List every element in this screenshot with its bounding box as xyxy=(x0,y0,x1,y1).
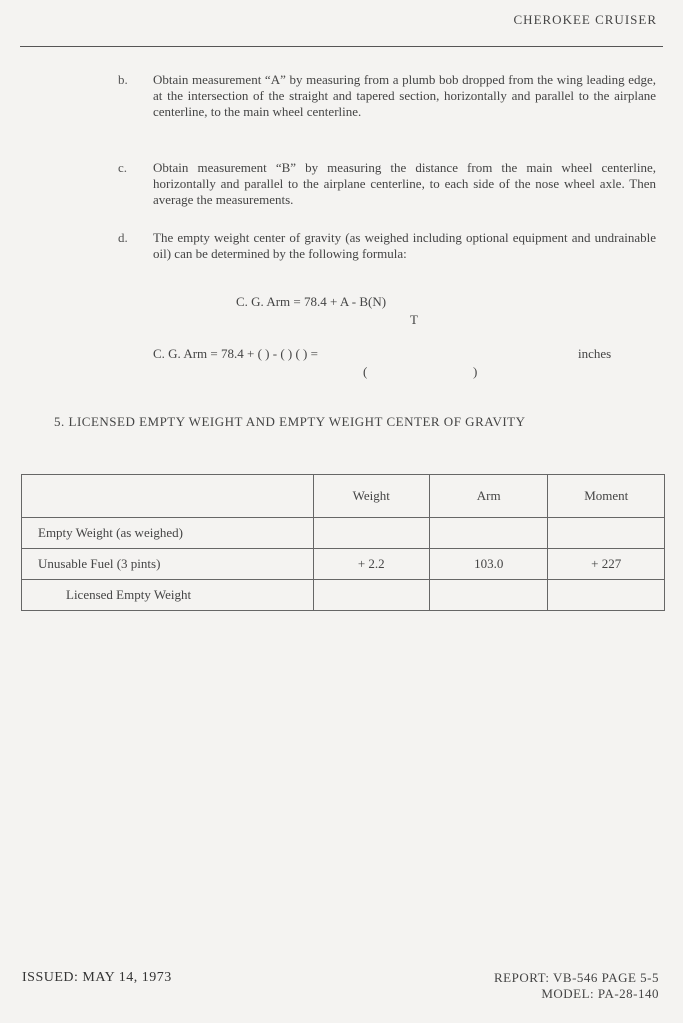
table-row xyxy=(22,580,665,611)
table-row xyxy=(22,549,665,580)
table-header-weight: Weight xyxy=(313,475,429,518)
cell-weight xyxy=(313,580,429,611)
cell-arm xyxy=(430,518,548,549)
section-heading: 5. LICENSED EMPTY WEIGHT AND EMPTY WEIGHT CENTER OF GRAVITY xyxy=(54,414,526,429)
table-header-arm: Arm xyxy=(430,475,548,518)
table-header-moment: Moment xyxy=(548,475,665,518)
cg-formula-unit: inches xyxy=(578,346,612,361)
cg-formula: C. G. Arm = 78.4 + A - B(N) xyxy=(236,294,387,309)
step-text: The empty weight center of gravity (as weighed including optional equipment and undrainable oil) can be determined by the following formula: xyxy=(153,230,656,261)
weight-balance-table xyxy=(21,474,665,611)
step-text: Obtain measurement “A” by measuring from a plumb bob dropped from the wing leading edge, at the intersection of the straight and tapered section, horizontally and parallel to the airplane centerline, to the main wheel centerline. xyxy=(153,72,656,119)
cell-arm xyxy=(430,580,548,611)
cell-arm: 103.0 xyxy=(430,549,548,580)
cg-formula-open-paren: ( xyxy=(363,364,368,379)
issued-date: ISSUED: MAY 14, 1973 xyxy=(22,970,172,985)
table-header-cell xyxy=(22,475,314,518)
cell-moment xyxy=(548,580,665,611)
report-info xyxy=(494,970,659,1002)
header-rule xyxy=(20,46,663,47)
row-label: Unusable Fuel (3 pints) xyxy=(22,549,314,580)
step-text: Obtain measurement “B” by measuring the distance from the main wheel centerline, horizontally and parallel to the airplane centerline, to each side of the nose wheel axle. Then average the measurements. xyxy=(153,160,656,207)
cell-moment: + 227 xyxy=(548,549,665,580)
row-label: Licensed Empty Weight xyxy=(22,580,314,611)
report-number: REPORT: VB-546 PAGE 5-5 xyxy=(493,970,659,985)
row-label: Empty Weight (as weighed) xyxy=(22,518,314,549)
header-title: CHEROKEE CRUISER xyxy=(513,12,657,27)
step-letter: c. xyxy=(118,160,128,175)
cg-formula-fill-in: C. G. Arm = 78.4 + ( ) - ( ) ( ) = xyxy=(153,346,318,361)
cell-weight xyxy=(313,518,429,549)
step-letter: b. xyxy=(118,72,128,87)
table-header-row xyxy=(22,475,665,518)
table-row xyxy=(22,518,665,549)
cg-formula-denominator: T xyxy=(410,312,418,327)
model-number: MODEL: PA-28-140 xyxy=(541,986,659,1001)
step-letter: d. xyxy=(118,230,128,245)
cell-moment xyxy=(548,518,665,549)
cg-formula-close-paren: ) xyxy=(473,364,478,379)
cell-weight: + 2.2 xyxy=(313,549,429,580)
